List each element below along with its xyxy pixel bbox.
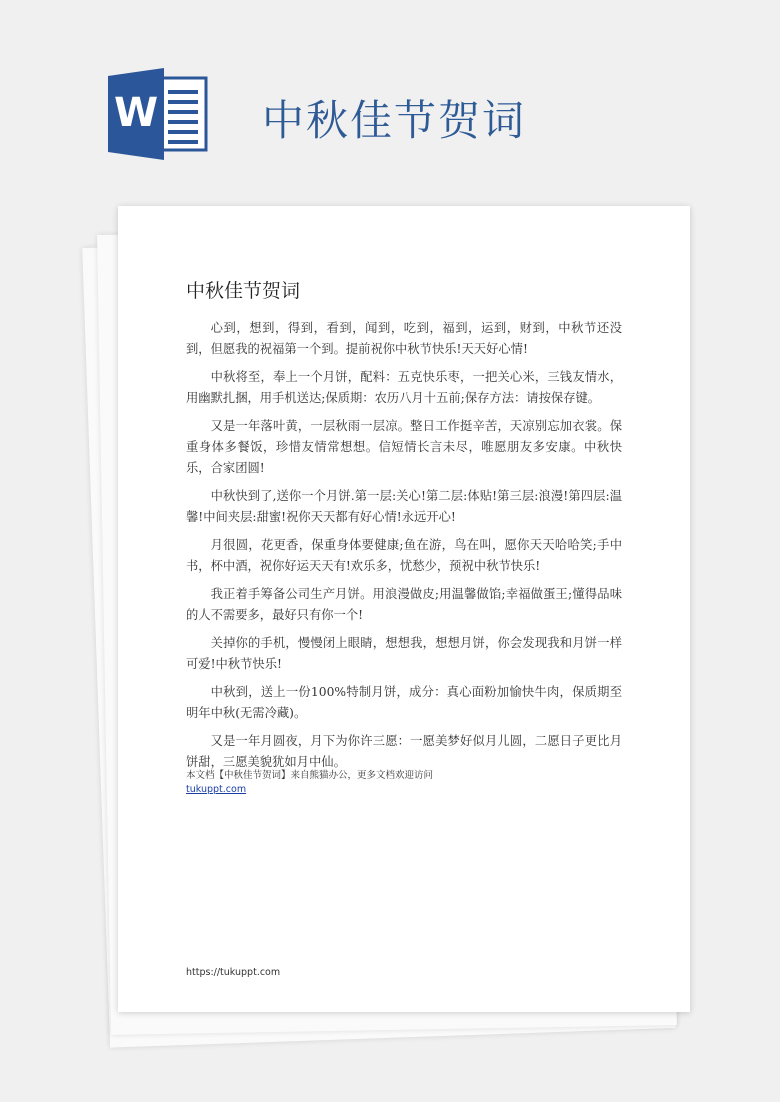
paragraph: 又是一年月圆夜，月下为你许三愿：一愿美梦好似月儿圆，二愿日子更比月饼甜，三愿美貌犹如月中仙。 (186, 734, 622, 769)
paragraph: 又是一年落叶黄，一层秋雨一层凉。整日工作挺辛苦，天凉别忘加衣裳。保重身体多餐饭，珍惜友情常想想。信短情长言未尽，唯愿朋友多安康。中秋快乐，合家团圆! (186, 419, 622, 475)
word-logo-letter: W (113, 90, 159, 136)
footnote-text: 本文档【中秋佳节贺词】来自熊猫办公，更多文档欢迎访问 (186, 770, 434, 781)
paragraph: 中秋将至，奉上一个月饼，配料：五克快乐枣，一把关心米，三钱友情水，用幽默扎捆，用手机送达;保质期：农历八月十五前;保存方法：请按保存键。 (186, 370, 622, 405)
paragraph: 我正着手筹备公司生产月饼。用浪漫做皮;用温馨做馅;幸福做蛋王;懂得品味的人不需要多，最好只有你一个! (186, 587, 622, 622)
paragraph: 月很圆，花更香，保重身体要健康;鱼在游，鸟在叫，愿你天天哈哈笑;手中书，杯中酒，祝你好运天天有!欢乐多，忧愁少，预祝中秋节快乐! (186, 538, 622, 573)
word-document-icon (108, 68, 208, 160)
document-body (186, 318, 622, 780)
paragraph: 中秋到，送上一份100%特制月饼，成分：真心面粉加愉快牛肉，保质期至明年中秋(无需冷藏)。 (186, 685, 622, 720)
source-footnote (186, 769, 622, 797)
banner-title: 中秋佳节贺词 (262, 96, 527, 145)
paragraph: 关掉你的手机，慢慢闭上眼睛，想想我，想想月饼，你会发现我和月饼一样可爱!中秋节快乐! (186, 636, 622, 671)
footnote-link[interactable]: tukuppt.com (186, 784, 247, 795)
document-page (118, 206, 690, 1012)
document-title: 中秋佳节贺词 (186, 280, 301, 302)
page-footer-url: https://tukuppt.com (186, 967, 281, 978)
paragraph: 心到，想到，得到，看到，闻到，吃到，福到，运到，财到，中秋节还没到，但愿我的祝福第一个到。提前祝你中秋节快乐!天天好心情! (186, 321, 622, 356)
paragraph: 中秋快到了,送你一个月饼.第一层:关心!第二层:体贴!第三层:浪漫!第四层:温馨!中间夹层:甜蜜!祝你天天都有好心情!永远开心! (186, 489, 622, 524)
